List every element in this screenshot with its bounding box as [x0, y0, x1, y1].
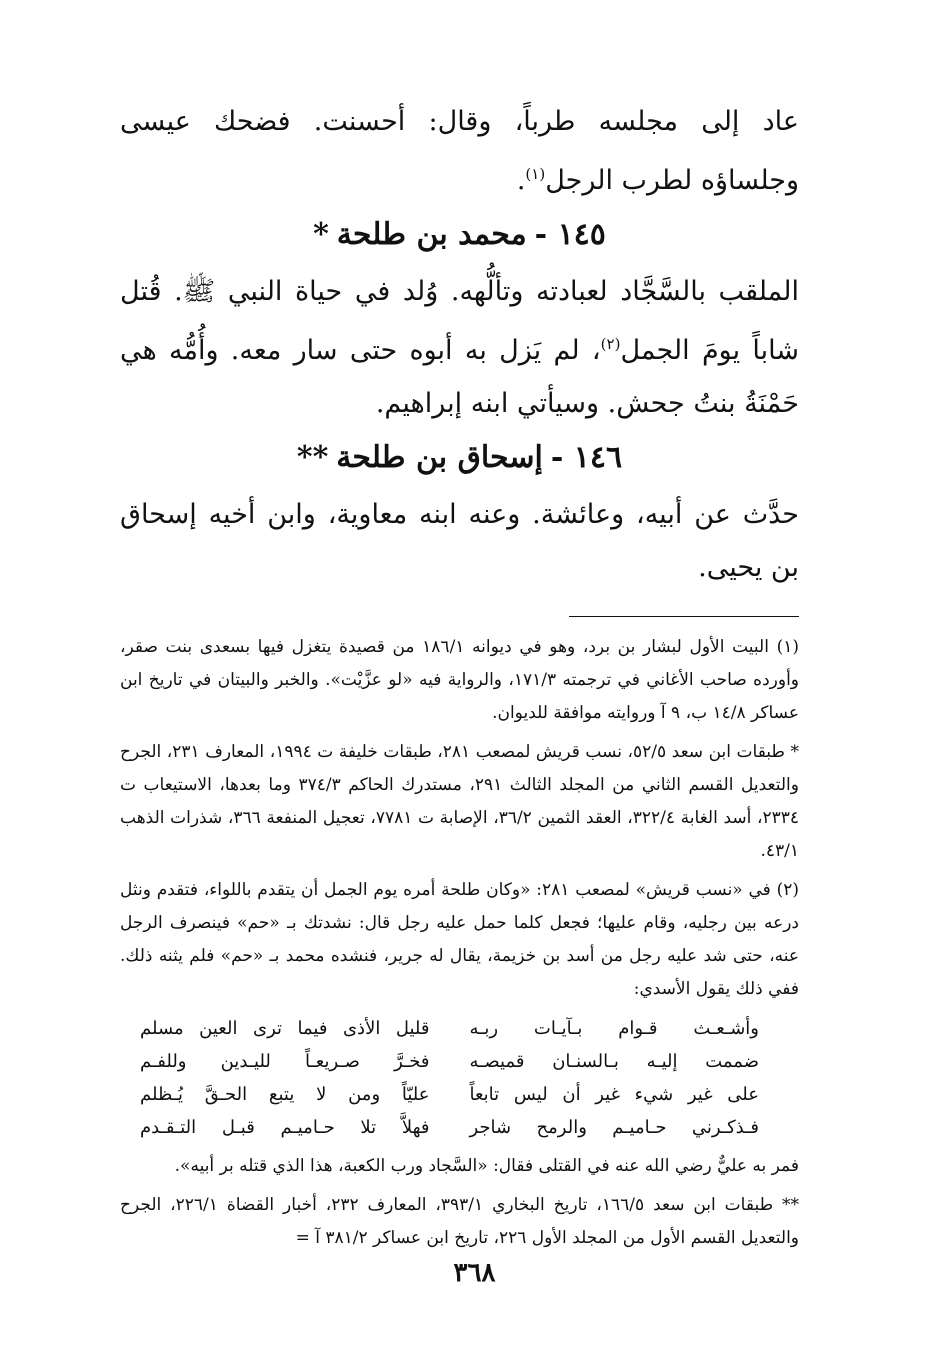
- entry-heading-146: [120, 432, 799, 484]
- entry-title: محمد بن طلحة: [336, 217, 527, 252]
- paragraph-1-text: عاد إلى مجلسه طرباً، وقال: أحسنت. فضحك عيسى وجلساؤه لطرب الرجل: [120, 106, 799, 196]
- paragraph-2: [120, 265, 799, 430]
- main-text: [120, 95, 799, 594]
- paragraph-2-text-b: ، لم يَزل به أبوه حتى سار معه. وأُمُّه هي حَمْنَةُ بنتُ جحش. وسيأتي ابنه إبراهيم.: [120, 335, 799, 419]
- page-number: ٣٦٨: [453, 1258, 496, 1288]
- poem-verse-4-second: فهلاَّ تلا حـاميـم قبـل التـقـدم: [140, 1117, 430, 1138]
- poem-verse-2-second: فخـرَّ صـريعـاً لليـدين وللفـم: [140, 1051, 430, 1072]
- footnote-double-star: ** طبقات ابن سعد ١٦٦/٥، تاريخ البخاري ٣٩٣/١، المعارف ٢٣٢، أخبار القضاة ٢٢٦/١، الجرح والتعديل القسم الأول من المجلد الأول ٢٢٦، تاريخ ابن عساكر ٣٨١/٢ آ =: [120, 1195, 800, 1248]
- paragraph-1: [120, 95, 799, 207]
- paragraph-1-end: .: [516, 165, 526, 196]
- footnote-ref-1: (١): [525, 165, 546, 183]
- paragraph-3: حدَّث عن أبيه، وعائشة. وعنه ابنه معاوية، وابن أخيه إسحاق بن يحيى.: [120, 499, 799, 583]
- poem: [120, 1012, 799, 1144]
- entry-footnote-mark: *: [313, 217, 329, 252]
- poem-verse-3-first: على غير شيء غير أن ليس تابعاً: [469, 1084, 759, 1105]
- footnote-ref-2: (٢): [600, 335, 621, 353]
- footnote-2-end: فمر به عليٌّ رضي الله عنه في القتلى فقال: «السَّجاد ورب الكعبة، هذا الذي قتله بر أبيه».: [174, 1156, 799, 1176]
- footnotes: [120, 631, 799, 1255]
- footnote-2: (٢) في «نسب قريش» لمصعب ٢٨١: «وكان طلحة أمره يوم الجمل أن يتقدم باللواء، فتقدم ونثل درعه بين رجليه، وقام عليها؛ فجعل كلما حمل عليه رجل قال: نشدتك بـ «حم» فينصرف الرجل عنه، حتى شد عليه رجل من أسد بن خزيمة، يقال له جرير، فنشده محمد بـ «حم» فلم يثنه ذلك. ففي ذلك يقول الأسدي:: [120, 880, 799, 999]
- entry-title: إسحاق بن طلحة: [336, 440, 543, 475]
- footnote-1: (١) البيت الأول لبشار بن برد، وهو في ديوانه ١٨٦/١ من قصيدة يتغزل فيها بسعدى بنت صقر، وأورده صاحب الأغاني في ترجمته ١٧١/٣، والرواية فيه «لو عزَّيْت». والخبر والبيتان في تاريخ ابن عساكر ١٤/٨ ب، ٩ آ وروايته موافقة للديوان.: [120, 637, 799, 723]
- paragraph-2-text-a: الملقب بالسَّجَّاد لعبادته وتألُّهه. وُلد في حياة النبي ﷺ. قُتل شاباً يومَ الجمل: [120, 276, 800, 366]
- poem-verse-2-first: ضممت إليـه بـالسنـان قميصـه: [469, 1051, 759, 1072]
- entry-number: ١٤٦ -: [550, 440, 623, 475]
- poem-verse-4-first: فـذكـرني حـاميـم والرمح شاجر: [469, 1117, 759, 1138]
- footnote-star: * طبقات ابن سعد ٥٢/٥، نسب قريش لمصعب ٢٨١، طبقات خليفة ت ١٩٩٤، المعارف ٢٣١، الجرح والتعديل القسم الثاني من المجلد الثالث ٢٩١، مستدرك الحاكم ٣٧٤/٣ وما بعدها، الاستيعاب ت ٢٣٣٤، أسد الغابة ٣٢٢/٤، العقد الثمين ٣٦/٢، الإصابة ت ٧٧٨١، تعجيل المنفعة ٣٦٦، شذرات الذهب ٤٣/١.: [120, 742, 799, 861]
- entry-footnote-mark: **: [296, 440, 329, 475]
- footnote-divider: [569, 616, 799, 617]
- entry-heading-145: [120, 209, 799, 261]
- poem-verse-1-second: قليل الأذى فيما ترى العين مسلم: [140, 1018, 430, 1039]
- poem-verse-3-second: عليّاً ومن لا يتبع الحـقَّ يُـظلم: [140, 1084, 430, 1105]
- entry-number: ١٤٥ -: [534, 217, 606, 252]
- poem-verse-1-first: وأشـعـث قـوام بـآيـات ربـه: [469, 1018, 759, 1039]
